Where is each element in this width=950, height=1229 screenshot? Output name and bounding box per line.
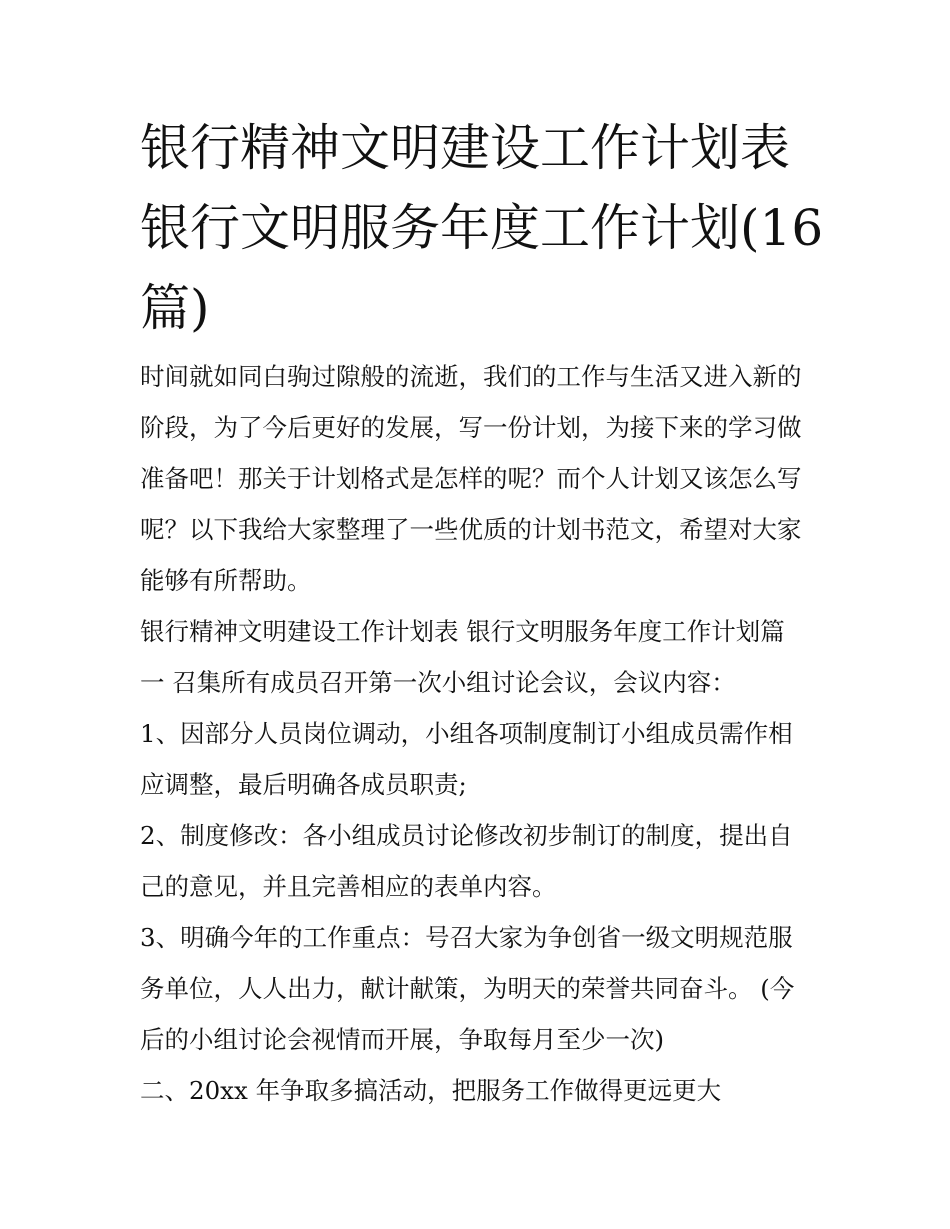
body-line: 时间就如同白驹过隙般的流逝，我们的工作与生活又进入新的 bbox=[140, 362, 802, 391]
list-item-2-line: 己的意见，并且完善相应的表单内容。 bbox=[140, 872, 557, 901]
title-line-3: 篇) bbox=[140, 279, 210, 337]
list-item-3-line: 后的小组讨论会视情而开展，争取每月至少一次) bbox=[140, 1025, 665, 1054]
list-item-3-line: 3、明确今年的工作重点：号召大家为争创省一级文明规范服 bbox=[140, 923, 793, 952]
list-item-3-line: 务单位，人人出力，献计献策，为明天的荣誉共同奋斗。 (今 bbox=[140, 974, 795, 1003]
list-item-2-line: 2、制度修改：各小组成员讨论修改初步制订的制度，提出自 bbox=[140, 821, 793, 850]
body-line: 呢？以下我给大家整理了一些优质的计划书范文，希望对大家 bbox=[140, 515, 802, 544]
body-line: 准备吧！那关于计划格式是怎样的呢？而个人计划又该怎么写 bbox=[140, 464, 802, 493]
document-title bbox=[140, 108, 824, 348]
section-two-line: 二、20xx 年争取多搞活动，把服务工作做得更远更大 bbox=[140, 1076, 722, 1105]
list-item-1-line: 应调整，最后明确各成员职责; bbox=[140, 770, 467, 799]
section-heading-line: 银行精神文明建设工作计划表 银行文明服务年度工作计划篇 bbox=[140, 617, 785, 646]
list-item-1-line: 1、因部分人员岗位调动，小组各项制度制订小组成员需作相 bbox=[140, 719, 793, 748]
body-line: 阶段，为了今后更好的发展，写一份计划，为接下来的学习做 bbox=[140, 413, 802, 442]
body-line: 一 召集所有成员召开第一次小组讨论会议，会议内容： bbox=[140, 668, 736, 697]
document-body bbox=[140, 351, 820, 1116]
body-line: 能够有所帮助。 bbox=[140, 566, 312, 595]
title-line-1: 银行精神文明建设工作计划表 bbox=[140, 119, 790, 177]
title-line-2: 银行文明服务年度工作计划(16 bbox=[140, 199, 824, 257]
